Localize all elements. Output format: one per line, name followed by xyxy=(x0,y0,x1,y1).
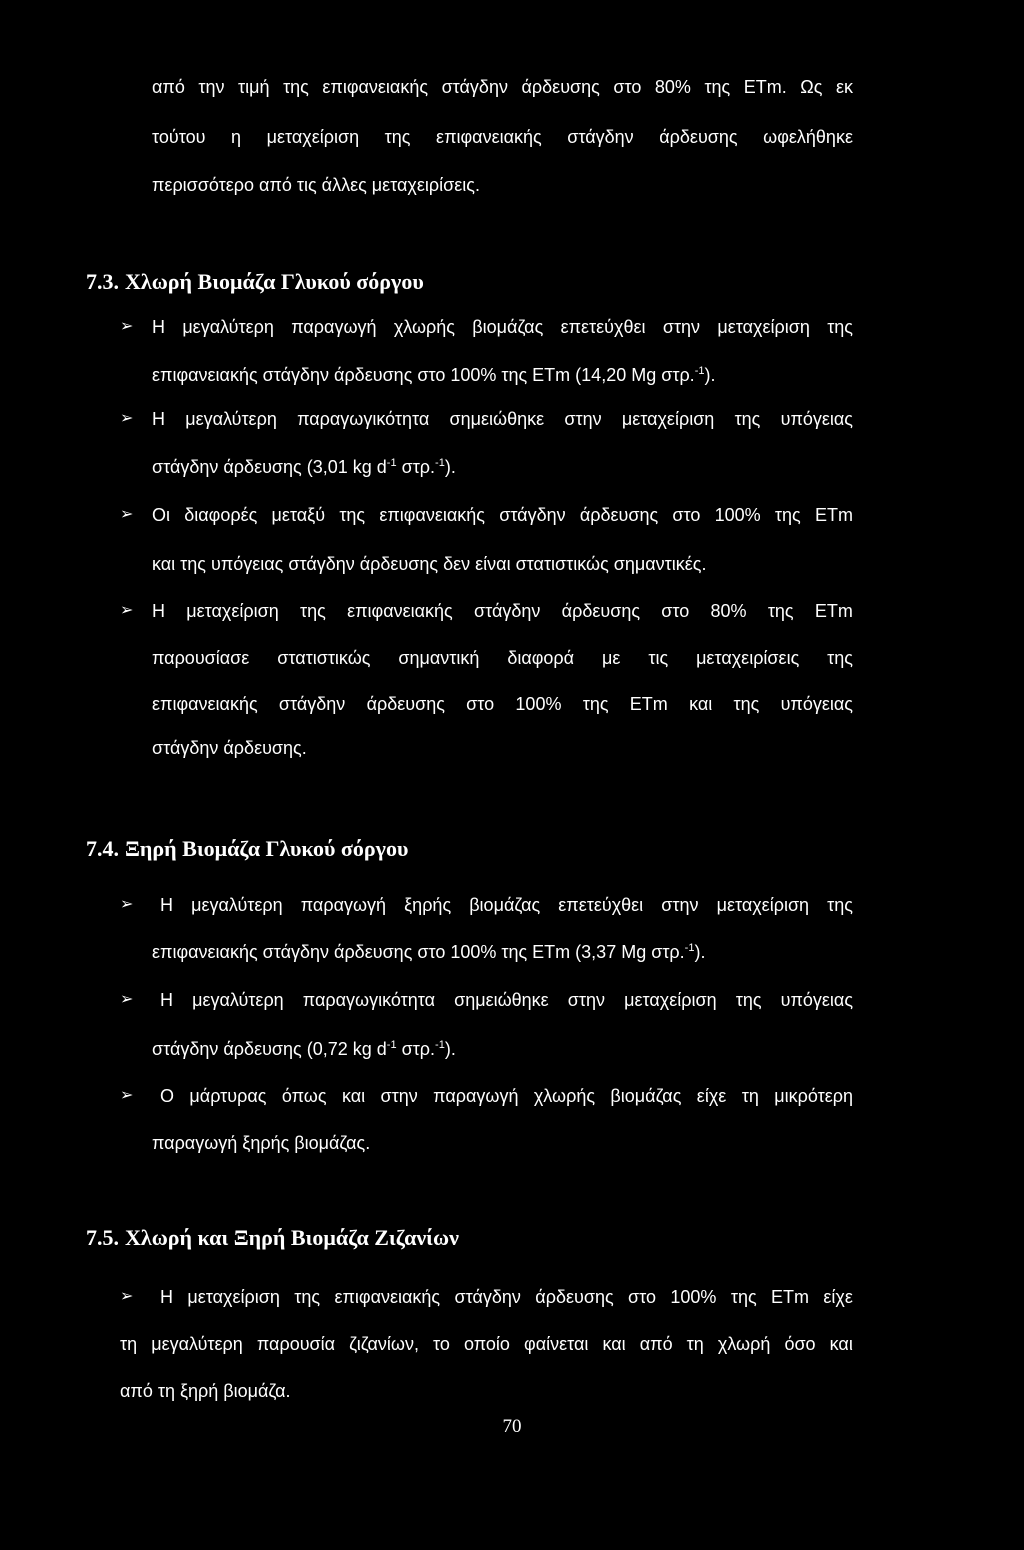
word: άρδευσης xyxy=(535,1287,614,1307)
word: άρδευσης xyxy=(521,77,600,97)
word: επετεύχθει xyxy=(560,317,646,337)
word: άρδευσης xyxy=(561,601,640,621)
bullet-7-3-1-line-2 xyxy=(152,364,715,386)
text-span: στάγδην άρδευσης (3,01 kg d xyxy=(152,457,387,477)
word: παραγωγή xyxy=(300,895,387,915)
bullet-7-3-3-line-2: και της υπόγειας στάγδην άρδευσης δεν είναι στατιστικώς σημαντικές. xyxy=(152,554,707,574)
word: μεταχείριση xyxy=(621,409,715,429)
word: της xyxy=(767,601,794,621)
word: τη xyxy=(686,1334,704,1354)
word: μεγαλύτερη xyxy=(185,409,277,429)
word: της xyxy=(294,1287,321,1307)
word: της xyxy=(384,127,411,147)
word: μεταξύ xyxy=(271,505,326,525)
bullet-7-5-1-line-2 xyxy=(120,1333,853,1355)
word: παραγωγή xyxy=(291,317,377,337)
bullet-7-5-1-line-1 xyxy=(160,1286,853,1308)
section-title: Χλωρή και Ξηρή Βιομάζα Ζιζανίων xyxy=(125,1225,459,1250)
word: παρουσίασε xyxy=(152,648,250,668)
word: όπως xyxy=(281,1086,327,1106)
word: μεγαλύτερη xyxy=(151,1334,243,1354)
word: επιφανειακής xyxy=(379,505,485,525)
word: επιφανειακής xyxy=(152,694,258,714)
word: τιμή xyxy=(238,77,270,97)
word: χλωρή xyxy=(717,1334,771,1354)
bullet-7-3-1-line-1 xyxy=(152,316,853,338)
bullet-arrow-icon: ➢ xyxy=(120,410,134,427)
text-span: ). xyxy=(444,1039,456,1059)
superscript: -1 xyxy=(386,1039,397,1051)
section-title: Ξηρή Βιομάζα Γλυκού σόργου xyxy=(125,836,409,861)
text-span: ). xyxy=(694,942,706,962)
word: βιομάζας xyxy=(610,1086,682,1106)
word: της xyxy=(734,409,761,429)
word: μεταχείριση xyxy=(716,895,810,915)
bullet-7-3-2-line-2 xyxy=(152,456,456,478)
word: με xyxy=(602,648,621,668)
word: μικρότερη xyxy=(774,1086,853,1106)
text-span: ). xyxy=(444,457,456,477)
word: από xyxy=(152,77,185,97)
intro-line-1 xyxy=(152,76,853,98)
word: διαφορά xyxy=(507,648,575,668)
word: χλωρής xyxy=(393,317,455,337)
word: Ο xyxy=(160,1086,175,1106)
word: μεταχείριση xyxy=(717,317,810,337)
word: μεγαλύτερη xyxy=(192,990,284,1010)
word: στο xyxy=(672,505,701,525)
word: επετεύχθει xyxy=(558,895,644,915)
section-number: 7.3. xyxy=(86,269,119,294)
word: χλωρής xyxy=(533,1086,596,1106)
word: στάγδην xyxy=(278,694,346,714)
superscript: -1 xyxy=(435,1039,445,1051)
word: ETm. xyxy=(743,77,787,97)
word: σημειώθηκε xyxy=(454,990,549,1010)
bullet-7-3-4-line-4: στάγδην άρδευσης. xyxy=(152,738,307,758)
word: 100% xyxy=(515,694,562,714)
word: 100% xyxy=(714,505,761,525)
superscript: -1 xyxy=(694,365,705,377)
bullet-7-3-2-line-1 xyxy=(152,408,853,430)
word: ζιζανίων, xyxy=(349,1334,419,1354)
word: στην xyxy=(661,895,699,915)
word: της xyxy=(704,77,731,97)
text-span: στάγδην άρδευσης (0,72 kg d xyxy=(152,1039,387,1059)
word: στάγδην xyxy=(499,505,566,525)
word: στο xyxy=(661,601,690,621)
section-heading-7-3 xyxy=(86,269,424,295)
word: μεγαλύτερη xyxy=(182,317,274,337)
word: υπόγειας xyxy=(780,409,853,429)
bullet-arrow-icon: ➢ xyxy=(120,318,134,335)
text-span: στρ. xyxy=(396,457,436,477)
bullet-arrow-icon: ➢ xyxy=(120,1087,134,1104)
section-heading-7-4 xyxy=(86,836,408,862)
word: είχε xyxy=(696,1086,727,1106)
bullet-7-3-4-line-3 xyxy=(152,693,853,715)
word: Η xyxy=(152,601,165,621)
word: της xyxy=(730,1287,757,1307)
word: της xyxy=(774,505,801,525)
word: στο xyxy=(466,694,495,714)
word: επιφανειακής xyxy=(347,601,453,621)
word: βιομάζας xyxy=(469,895,541,915)
word: άρδευσης xyxy=(579,505,659,525)
word: άρδευσης xyxy=(366,694,445,714)
word: επιφανειακής xyxy=(334,1287,441,1307)
word: τις xyxy=(648,648,669,668)
bullet-7-4-2-line-2 xyxy=(152,1038,456,1060)
word: της xyxy=(827,895,853,915)
word: στην xyxy=(380,1086,418,1106)
word: οποίο xyxy=(464,1334,510,1354)
word: τούτου xyxy=(152,127,206,147)
word: Η xyxy=(160,895,173,915)
word: ETm xyxy=(814,601,853,621)
page-number: 70 xyxy=(502,1416,522,1437)
word: στο xyxy=(613,77,642,97)
bullet-7-3-4-line-2 xyxy=(152,647,853,669)
word: στάγδην xyxy=(454,1287,521,1307)
word: Οι xyxy=(152,505,170,525)
word: 80% xyxy=(710,601,747,621)
word: παραγωγικότητα xyxy=(302,990,435,1010)
section-heading-7-5 xyxy=(86,1225,459,1251)
word: της xyxy=(827,317,853,337)
word: στην xyxy=(564,409,602,429)
word: και xyxy=(602,1334,626,1354)
section-number: 7.4. xyxy=(86,836,119,861)
superscript: -1 xyxy=(435,457,445,469)
intro-line-2 xyxy=(152,126,853,148)
word: της xyxy=(283,77,309,97)
word: σημαντική xyxy=(398,648,480,668)
word: μεταχείριση xyxy=(187,1287,280,1307)
word: στάγδην xyxy=(567,127,634,147)
word: μεταχείριση xyxy=(186,601,279,621)
word: στην xyxy=(662,317,701,337)
word: μεγαλύτερη xyxy=(191,895,283,915)
bullet-7-4-2-line-1 xyxy=(160,989,853,1011)
word: στάγδην xyxy=(441,77,508,97)
word: της xyxy=(300,601,326,621)
word: από xyxy=(639,1334,673,1354)
word: Η xyxy=(152,317,165,337)
section-number: 7.5. xyxy=(86,1225,119,1250)
bullet-7-4-3-line-1 xyxy=(160,1085,853,1107)
bullet-arrow-icon: ➢ xyxy=(120,506,134,523)
word: μάρτυρας xyxy=(189,1086,267,1106)
word: 80% xyxy=(654,77,691,97)
word: της xyxy=(582,694,609,714)
text-span: επιφανειακής στάγδην άρδευσης στο 100% της ETm (3,37 Mg στρ. xyxy=(152,942,685,962)
word: παρουσία xyxy=(256,1334,336,1354)
word: ξηρής xyxy=(404,895,452,915)
word: φαίνεται xyxy=(524,1334,589,1354)
word: επιφανειακής xyxy=(322,77,429,97)
word: εκ xyxy=(835,77,853,97)
word: Ως xyxy=(800,77,823,97)
bullet-7-4-3-line-2: παραγωγή ξηρής βιομάζας. xyxy=(152,1133,371,1153)
word: 100% xyxy=(670,1287,717,1307)
word: της xyxy=(827,648,853,668)
word: παραγωγή xyxy=(433,1086,519,1106)
section-title: Χλωρή Βιομάζα Γλυκού σόργου xyxy=(125,269,424,294)
bullet-7-3-4-line-1 xyxy=(152,600,853,622)
word: είχε xyxy=(823,1287,853,1307)
bullet-7-4-1-line-1 xyxy=(160,894,853,916)
word: Η xyxy=(152,409,165,429)
word: Η xyxy=(160,1287,173,1307)
word: στην xyxy=(567,990,606,1010)
word: όσο xyxy=(784,1334,816,1354)
word: τη xyxy=(120,1334,138,1354)
superscript: -1 xyxy=(386,457,397,469)
word: στατιστικώς xyxy=(277,648,371,668)
bullet-arrow-icon: ➢ xyxy=(120,991,134,1008)
word: μεταχείριση xyxy=(266,127,360,147)
text-span: επιφανειακής στάγδην άρδευσης στο 100% της ETm (14,20 Mg στρ. xyxy=(152,365,695,385)
word: στο xyxy=(628,1287,656,1307)
word: ωφελήθηκε xyxy=(763,127,853,147)
word: επιφανειακής xyxy=(436,127,542,147)
word: άρδευσης xyxy=(659,127,738,147)
bullet-7-4-1-line-2 xyxy=(152,941,705,963)
word: την xyxy=(198,77,225,97)
text-span: ). xyxy=(704,365,716,385)
word: της xyxy=(339,505,366,525)
word: ETm xyxy=(814,505,853,525)
word: και xyxy=(829,1334,853,1354)
word: βιομάζας xyxy=(472,317,544,337)
word: της xyxy=(733,694,760,714)
word: της xyxy=(735,990,762,1010)
word: μεταχείριση xyxy=(624,990,717,1010)
word: μεταχειρίσεις xyxy=(696,648,800,668)
bullet-arrow-icon: ➢ xyxy=(120,1288,134,1305)
word: παραγωγικότητα xyxy=(297,409,430,429)
bullet-arrow-icon: ➢ xyxy=(120,896,134,913)
word: ETm xyxy=(771,1287,810,1307)
word: και xyxy=(689,694,713,714)
bullet-7-5-1-line-3: από τη ξηρή βιομάζα. xyxy=(120,1381,291,1401)
intro-line-3: περισσότερο από τις άλλες μεταχειρίσεις. xyxy=(152,175,480,195)
word: τη xyxy=(741,1086,759,1106)
text-span: στρ. xyxy=(396,1039,436,1059)
word: στάγδην xyxy=(474,601,541,621)
word: υπόγειας xyxy=(780,694,853,714)
word: το xyxy=(433,1334,450,1354)
word: διαφορές xyxy=(184,505,258,525)
word: ETm xyxy=(629,694,668,714)
word: και xyxy=(341,1086,366,1106)
word: υπόγειας xyxy=(780,990,853,1010)
word: η xyxy=(231,127,242,147)
superscript: -1 xyxy=(684,942,695,954)
bullet-7-3-3-line-1 xyxy=(152,504,853,526)
bullet-arrow-icon: ➢ xyxy=(120,602,134,619)
word: σημειώθηκε xyxy=(449,409,545,429)
word: Η xyxy=(160,990,173,1010)
